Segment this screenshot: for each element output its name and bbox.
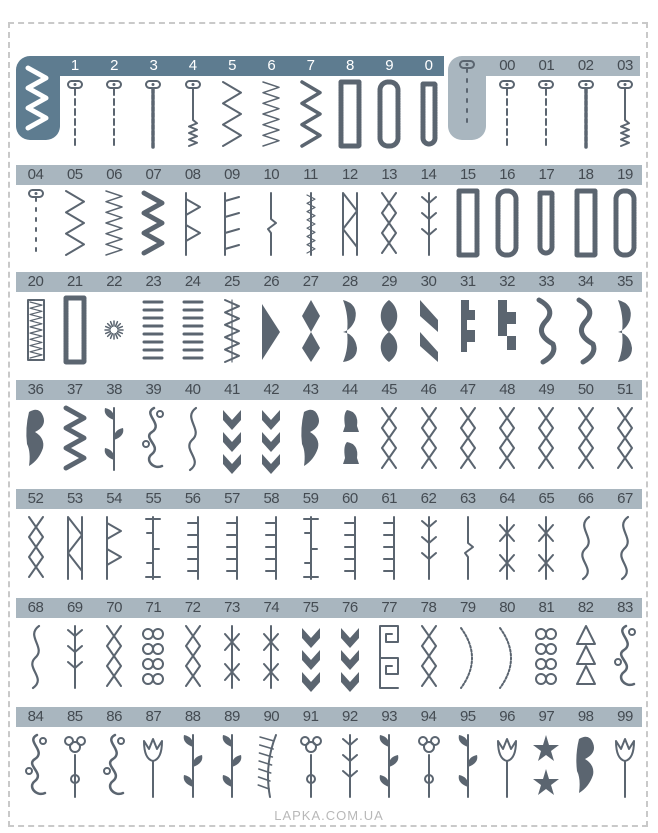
stitch-number: 97 bbox=[538, 708, 555, 725]
stitch-number: 08 bbox=[184, 166, 201, 183]
stitch-number: 94 bbox=[420, 708, 437, 725]
stitch-overlock-icon bbox=[60, 513, 90, 583]
stitch-number: 41 bbox=[224, 381, 240, 398]
stitch-triangle-icon bbox=[256, 296, 286, 366]
stitch-number: 70 bbox=[106, 599, 122, 616]
stitch-stretch-icon bbox=[178, 80, 208, 150]
stitch-blind-hem-small-icon bbox=[453, 513, 483, 583]
stitch-zigzag-3step-icon bbox=[256, 80, 286, 150]
stitch-number: 33 bbox=[538, 273, 555, 290]
stitch-number: 73 bbox=[224, 599, 240, 616]
stitch-cross-icon bbox=[414, 622, 444, 692]
stitch-cross-icon bbox=[453, 404, 483, 474]
stitch-number: 23 bbox=[145, 273, 162, 290]
stitch-scroll-icon bbox=[138, 404, 168, 474]
stitch-s-curve-icon bbox=[21, 622, 51, 692]
stitch-greek-key-icon bbox=[374, 622, 404, 692]
stitch-oval-icon bbox=[374, 296, 404, 366]
stitch-number: 83 bbox=[617, 599, 633, 616]
stitch-number: 54 bbox=[106, 490, 122, 507]
stitch-number: 25 bbox=[224, 273, 240, 290]
stitch-number: 95 bbox=[459, 708, 476, 725]
stitch-number: 07 bbox=[145, 166, 162, 183]
stitch-chevron-icon bbox=[256, 404, 286, 474]
selected-stitch-icon bbox=[22, 64, 52, 134]
stitch-number: 67 bbox=[617, 490, 633, 507]
stitch-number: 84 bbox=[27, 708, 44, 725]
stitch-number: 96 bbox=[499, 708, 515, 725]
stitch-leaf-icon bbox=[99, 404, 129, 474]
stitch-number: 82 bbox=[577, 599, 594, 616]
stitch-number: 27 bbox=[302, 273, 319, 290]
stitch-scroll-icon bbox=[610, 622, 640, 692]
stitch-snowflake-icon bbox=[256, 622, 286, 692]
stitch-arrow-icon bbox=[414, 296, 444, 366]
stitch-number: 24 bbox=[184, 273, 201, 290]
stitch-snowflake-icon bbox=[492, 513, 522, 583]
stitch-straight-icon bbox=[531, 80, 561, 150]
stitch-cross-icon bbox=[610, 404, 640, 474]
stitch-snowflake-icon bbox=[531, 513, 561, 583]
stitch-number: 45 bbox=[381, 381, 398, 398]
stitch-cross-icon bbox=[492, 404, 522, 474]
stitch-number: 99 bbox=[617, 708, 633, 725]
stitch-number: 81 bbox=[538, 599, 555, 616]
stitch-number: 65 bbox=[538, 490, 555, 507]
stitch-number: 64 bbox=[499, 490, 515, 507]
stitch-number: 31 bbox=[459, 273, 476, 290]
stitch-number: 16 bbox=[499, 166, 515, 183]
stitch-number: 74 bbox=[263, 599, 280, 616]
stitch-triple-straight-icon bbox=[571, 80, 601, 150]
stitch-fern-icon bbox=[256, 731, 286, 801]
stitch-leaf-icon bbox=[453, 731, 483, 801]
stitch-wave-icon bbox=[571, 296, 601, 366]
stitch-comb-icon bbox=[335, 513, 365, 583]
stitch-number: 90 bbox=[263, 708, 280, 725]
stitch-zigzag-3step-icon bbox=[99, 189, 129, 259]
stitch-chevron-icon bbox=[217, 404, 247, 474]
stitch-number: 51 bbox=[617, 381, 633, 398]
watermark: LAPKA.COM.UA bbox=[274, 808, 384, 823]
stitch-shell-icon bbox=[217, 296, 247, 366]
stitch-tulip-icon bbox=[610, 731, 640, 801]
stitch-number: 5 bbox=[228, 57, 236, 74]
stitch-number: 10 bbox=[263, 166, 280, 183]
stitch-number: 61 bbox=[381, 490, 398, 507]
stitch-cross-icon bbox=[178, 622, 208, 692]
stitch-flower-icon bbox=[414, 731, 444, 801]
stitch-number: 01 bbox=[538, 57, 555, 74]
stitch-snowflake-icon bbox=[217, 622, 247, 692]
stitch-number: 26 bbox=[263, 273, 280, 290]
stitch-number: 98 bbox=[577, 708, 594, 725]
stitch-number: 80 bbox=[499, 599, 515, 616]
stitch-straight-lock-icon bbox=[60, 80, 90, 150]
stitch-buttonhole-square-icon bbox=[335, 80, 365, 150]
stitch-number: 62 bbox=[420, 490, 437, 507]
stitch-number: 37 bbox=[66, 381, 83, 398]
stitch-number: 17 bbox=[538, 166, 555, 183]
stitch-heart-icon bbox=[296, 404, 326, 474]
stitch-buttonhole-square-icon bbox=[453, 189, 483, 259]
stitch-number: 53 bbox=[66, 490, 83, 507]
stitch-number: 13 bbox=[381, 166, 398, 183]
stitch-zigzag-satin-icon bbox=[138, 189, 168, 259]
stitch-number: 40 bbox=[184, 381, 201, 398]
stitch-number: 93 bbox=[381, 708, 398, 725]
stitch-zigzag-satin-icon bbox=[60, 404, 90, 474]
stitch-flower-icon bbox=[296, 731, 326, 801]
stitch-comb-icon bbox=[217, 513, 247, 583]
stitch-number: 85 bbox=[66, 708, 83, 725]
stitch-number: 32 bbox=[499, 273, 515, 290]
stitch-chevron-icon bbox=[335, 622, 365, 692]
stitch-eyelet-icon bbox=[99, 296, 129, 366]
stitch-number: 77 bbox=[381, 599, 398, 616]
stitch-number: 58 bbox=[263, 490, 280, 507]
stitch-flower-icon bbox=[60, 731, 90, 801]
stitch-number: 12 bbox=[342, 166, 358, 183]
stitch-chevron-icon bbox=[296, 622, 326, 692]
stitch-triple-straight-icon bbox=[138, 80, 168, 150]
stitch-number: 88 bbox=[184, 708, 201, 725]
stitch-scroll-icon bbox=[99, 731, 129, 801]
stitch-serpentine-icon bbox=[296, 189, 326, 259]
stitch-number: 52 bbox=[27, 490, 44, 507]
stitch-number: 71 bbox=[145, 599, 162, 616]
stitch-zigzag-icon bbox=[217, 80, 247, 150]
stitch-leaf-icon bbox=[178, 731, 208, 801]
stitch-feather-icon bbox=[335, 731, 365, 801]
stitch-cross-icon bbox=[414, 404, 444, 474]
stitch-comb-icon bbox=[178, 513, 208, 583]
stitch-number: 04 bbox=[27, 166, 44, 183]
stitch-buttonhole-round-icon bbox=[374, 80, 404, 150]
stitch-ladder-icon bbox=[296, 513, 326, 583]
stitch-overlock-icon bbox=[335, 189, 365, 259]
basting-icon bbox=[452, 60, 482, 130]
stitch-number: 0 bbox=[424, 57, 433, 74]
stitch-number: 42 bbox=[263, 381, 280, 398]
stitch-number: 79 bbox=[459, 599, 476, 616]
stitch-number: 29 bbox=[381, 273, 398, 290]
stitch-straight-icon bbox=[492, 80, 522, 150]
stitch-comb-icon bbox=[256, 513, 286, 583]
stitch-number: 1 bbox=[70, 57, 79, 74]
stitch-number: 50 bbox=[577, 381, 594, 398]
stitch-number: 66 bbox=[577, 490, 594, 507]
stitch-stretch-icon bbox=[610, 80, 640, 150]
stitch-number: 48 bbox=[499, 381, 515, 398]
stitch-number: 09 bbox=[224, 166, 240, 183]
stitch-number: 75 bbox=[302, 599, 319, 616]
stitch-zigzag-icon bbox=[60, 189, 90, 259]
stitch-number: 72 bbox=[184, 599, 201, 616]
stitch-number: 86 bbox=[106, 708, 122, 725]
stitch-tulip-icon bbox=[138, 731, 168, 801]
stitch-number: 38 bbox=[106, 381, 122, 398]
stitch-number: 03 bbox=[617, 57, 633, 74]
stitch-buttonhole-keyhole-icon bbox=[531, 189, 561, 259]
stitch-tulip-icon bbox=[492, 731, 522, 801]
stitch-bartack-icon bbox=[21, 296, 51, 366]
stitch-leaf-icon bbox=[217, 731, 247, 801]
stitch-number: 68 bbox=[27, 599, 44, 616]
stitch-number: 3 bbox=[149, 57, 158, 74]
stitch-number: 18 bbox=[577, 166, 594, 183]
stitch-blind-hem-small-icon bbox=[256, 189, 286, 259]
stitch-number: 00 bbox=[499, 57, 515, 74]
stitch-number: 34 bbox=[577, 273, 594, 290]
stitch-honeycomb-icon bbox=[531, 622, 561, 692]
stitch-checker-icon bbox=[492, 296, 522, 366]
stitch-number: 14 bbox=[420, 166, 437, 183]
stitch-diamond-icon bbox=[296, 296, 326, 366]
stitch-bell-icon bbox=[335, 404, 365, 474]
stitch-blind-hem-icon bbox=[99, 513, 129, 583]
stitch-cross-icon bbox=[374, 189, 404, 259]
stitch-number: 78 bbox=[420, 599, 437, 616]
stitch-s-curve-icon bbox=[571, 513, 601, 583]
stitch-cross-icon bbox=[571, 404, 601, 474]
stitch-ladder-icon bbox=[138, 513, 168, 583]
stitch-number: 35 bbox=[617, 273, 633, 290]
stitch-buttonhole-square-icon bbox=[60, 296, 90, 366]
stitch-cross-icon bbox=[374, 404, 404, 474]
stitch-number: 4 bbox=[188, 57, 197, 74]
stitch-number: 02 bbox=[577, 57, 594, 74]
stitch-number: 36 bbox=[27, 381, 44, 398]
stitch-number: 05 bbox=[66, 166, 83, 183]
stitch-number: 60 bbox=[342, 490, 358, 507]
stitch-blind-hem-stretch-icon bbox=[217, 189, 247, 259]
stitch-number: 21 bbox=[66, 273, 83, 290]
stitch-buttonhole-keyhole-icon bbox=[414, 80, 444, 150]
stitch-blind-hem-icon bbox=[178, 189, 208, 259]
stitch-number: 2 bbox=[110, 57, 119, 74]
stitch-feather-icon bbox=[414, 189, 444, 259]
stitch-number: 30 bbox=[420, 273, 437, 290]
stitch-number: 7 bbox=[306, 57, 315, 74]
stitch-number: 8 bbox=[345, 57, 354, 74]
stitch-scroll-icon bbox=[21, 731, 51, 801]
stitch-arc-icon bbox=[453, 622, 483, 692]
stitch-number: 39 bbox=[145, 381, 162, 398]
stitch-s-curve-icon bbox=[610, 513, 640, 583]
stitch-number: 28 bbox=[342, 273, 358, 290]
stitch-number: 44 bbox=[342, 381, 358, 398]
stitch-arc-icon bbox=[492, 622, 522, 692]
stitch-feather-icon bbox=[414, 513, 444, 583]
stitch-buttonhole-round-icon bbox=[492, 189, 522, 259]
stitch-number: 43 bbox=[302, 381, 319, 398]
stitch-darning-icon bbox=[138, 296, 168, 366]
stitch-cross-icon bbox=[99, 622, 129, 692]
stitch-number: 87 bbox=[145, 708, 162, 725]
stitch-number: 92 bbox=[342, 708, 358, 725]
stitch-number: 89 bbox=[224, 708, 240, 725]
stitch-cross-icon bbox=[531, 404, 561, 474]
stitch-number: 15 bbox=[459, 166, 476, 183]
stitch-step-icon bbox=[453, 296, 483, 366]
stitch-heart-icon bbox=[21, 404, 51, 474]
stitch-leaf-icon bbox=[374, 731, 404, 801]
stitch-darning-icon bbox=[178, 296, 208, 366]
stitch-buttonhole-round-icon bbox=[610, 189, 640, 259]
stitch-number: 76 bbox=[342, 599, 358, 616]
stitch-scallop-icon bbox=[610, 296, 640, 366]
stitch-number: 22 bbox=[106, 273, 122, 290]
stitch-comb-icon bbox=[374, 513, 404, 583]
stitch-number: 55 bbox=[145, 490, 162, 507]
stitch-number: 69 bbox=[66, 599, 83, 616]
stitch-number: 20 bbox=[27, 273, 44, 290]
stitch-heart-icon bbox=[571, 731, 601, 801]
stitch-buttonhole-square-icon bbox=[571, 189, 601, 259]
stitch-basting-icon bbox=[21, 189, 51, 259]
stitch-wave-icon bbox=[531, 296, 561, 366]
stitch-cross-icon bbox=[21, 513, 51, 583]
stitch-feather-icon bbox=[60, 622, 90, 692]
stitch-number: 63 bbox=[459, 490, 476, 507]
stitch-number: 57 bbox=[224, 490, 240, 507]
stitch-s-curve-icon bbox=[178, 404, 208, 474]
stitch-fan-icon bbox=[571, 622, 601, 692]
stitch-number: 46 bbox=[420, 381, 437, 398]
stitch-number: 9 bbox=[385, 57, 394, 74]
stitch-number: 19 bbox=[617, 166, 633, 183]
stitch-number: 91 bbox=[302, 708, 319, 725]
stitch-number: 11 bbox=[303, 166, 318, 183]
stitch-straight-icon bbox=[99, 80, 129, 150]
stitch-star-icon bbox=[531, 731, 561, 801]
stitch-number: 47 bbox=[459, 381, 476, 398]
stitch-number: 6 bbox=[267, 57, 276, 74]
stitch-scallop-icon bbox=[335, 296, 365, 366]
stitch-honeycomb-icon bbox=[138, 622, 168, 692]
stitch-number: 56 bbox=[184, 490, 201, 507]
stitch-zigzag-triple-icon bbox=[296, 80, 326, 150]
stitch-number: 49 bbox=[538, 381, 555, 398]
stitch-number: 59 bbox=[302, 490, 319, 507]
stitch-number: 06 bbox=[106, 166, 122, 183]
